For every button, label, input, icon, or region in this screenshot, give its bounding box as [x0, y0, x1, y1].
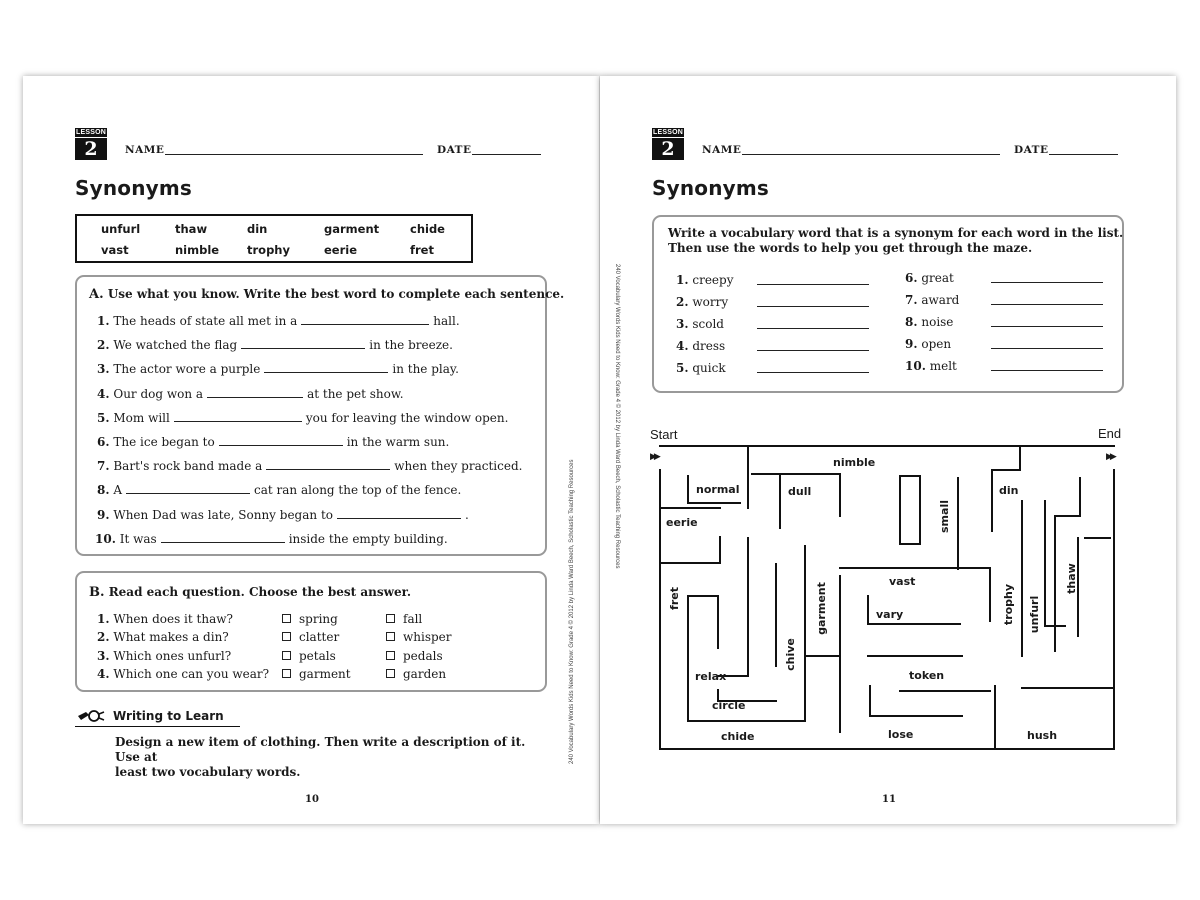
answer-option-label: pedals	[403, 648, 443, 663]
sentence-item	[97, 314, 460, 328]
answer-option[interactable]	[282, 649, 336, 663]
copyright-credit: 240 Vocabulary Words Kids Need to Know: Grade 4 © 2012 by Linda Ward Beech, Scholastic Teaching Resources	[569, 459, 575, 764]
name-label: NAME	[125, 144, 165, 156]
section-a-instruction: Use what you know. Write the best word to complete each sentence.	[107, 287, 565, 301]
sentence-item	[97, 508, 469, 522]
answer-option[interactable]	[282, 612, 338, 626]
section-a-heading	[89, 287, 564, 302]
section-a-letter: A.	[89, 287, 104, 302]
question-item	[97, 612, 233, 626]
sentence-text-after: inside the empty building.	[288, 531, 448, 546]
maze-word-normal: normal	[696, 483, 740, 496]
synonym-word: dress	[692, 339, 726, 354]
synonym-number: 5.	[676, 361, 689, 376]
synonym-number: 4.	[676, 339, 689, 354]
answer-blank[interactable]	[337, 508, 461, 519]
word-bank-word: vast	[101, 243, 129, 257]
answer-blank[interactable]	[174, 411, 302, 422]
page-title: Synonyms	[652, 176, 770, 200]
synonym-word: open	[921, 337, 952, 352]
instruction-line: Then use the words to help you get through the maze.	[668, 241, 1033, 255]
name-label: NAME	[702, 144, 742, 156]
answer-option-label: petals	[299, 648, 336, 663]
answer-blank[interactable]	[161, 532, 285, 543]
section-b-heading	[89, 585, 411, 600]
lesson-number: 2	[84, 138, 98, 160]
maze-word-dull: dull	[788, 485, 812, 498]
answer-option-label: spring	[299, 612, 338, 626]
checkbox-icon[interactable]	[386, 614, 395, 623]
synonym-number: 9.	[905, 337, 918, 352]
synonym-word: award	[921, 293, 960, 308]
question-text: Which one can you wear?	[113, 666, 270, 681]
checkbox-icon[interactable]	[386, 632, 395, 641]
maze-word-unfurl: unfurl	[1028, 595, 1042, 634]
sentence-text-before: It was	[119, 531, 157, 546]
answer-blank[interactable]	[219, 435, 343, 446]
checkbox-icon[interactable]	[282, 614, 291, 623]
lesson-word: LESSON	[653, 129, 683, 136]
lesson-badge	[75, 128, 107, 160]
maze-word-vary: vary	[876, 608, 904, 621]
sentence-number: 6.	[97, 435, 110, 449]
word-bank-word: nimble	[175, 243, 220, 257]
instruction-line: Write a vocabulary word that is a synonym for each word in the list.	[668, 226, 1124, 240]
end-arrow-icon: ▶▶	[1106, 452, 1114, 462]
maze-word-token: token	[909, 669, 945, 682]
word-bank-word: fret	[410, 243, 434, 257]
writing-prompt-line: Design a new item of clothing. Then write a description of it. Use at	[115, 735, 526, 764]
sentence-item	[97, 435, 449, 449]
question-number: 2.	[97, 630, 110, 645]
sentence-number: 8.	[97, 483, 110, 498]
date-label: DATE	[437, 144, 472, 156]
question-number: 3.	[97, 648, 110, 663]
answer-blank[interactable]	[241, 338, 365, 349]
sentence-text-after: at the pet show.	[307, 386, 404, 401]
maze-word-thaw: thaw	[1064, 563, 1078, 594]
question-number: 4.	[97, 666, 110, 681]
sentence-text-after: hall.	[433, 314, 460, 328]
synonym-number: 7.	[905, 293, 918, 308]
synonym-word: creepy	[692, 273, 734, 287]
sentence-text-after: cat ran along the top of the fence.	[254, 483, 462, 498]
maze-word-circle: circle	[712, 699, 746, 712]
answer-option[interactable]	[386, 649, 443, 663]
maze-word-lose: lose	[888, 728, 914, 741]
sentence-number: 2.	[97, 338, 110, 353]
sentence-text-before: When Dad was late, Sonny began to	[113, 507, 333, 522]
writing-to-learn-header	[75, 708, 240, 727]
answer-option-label: garment	[299, 666, 351, 681]
answer-option[interactable]	[282, 667, 351, 681]
maze-word-din: din	[999, 484, 1019, 497]
name-line	[165, 154, 423, 155]
word-bank	[75, 214, 473, 263]
date-line	[472, 154, 541, 155]
maze-word-garment: garment	[814, 582, 828, 635]
sentence-text-before: The actor wore a purple	[113, 362, 261, 377]
word-bank-word: garment	[324, 222, 380, 236]
sentence-item	[97, 338, 453, 352]
sentence-text-before: The heads of state all met in a	[113, 314, 298, 328]
section-b-instruction: Read each question. Choose the best answer.	[108, 585, 412, 599]
sentence-text-after: in the warm sun.	[346, 435, 450, 449]
answer-option[interactable]	[282, 630, 339, 644]
maze-walls	[600, 76, 1176, 824]
answer-option-label: clatter	[299, 630, 340, 645]
answer-option[interactable]	[386, 630, 452, 644]
question-item	[97, 667, 269, 681]
maze-word-chive: chive	[783, 638, 797, 671]
page-number: 11	[882, 794, 896, 805]
sentence-number: 7.	[97, 459, 110, 474]
synonym-word: worry	[692, 295, 729, 310]
answer-blank[interactable]	[264, 362, 388, 373]
question-text: When does it thaw?	[113, 612, 233, 626]
answer-blank[interactable]	[266, 459, 390, 470]
copyright-credit: 240 Vocabulary Words Kids Need to Know: Grade 4 © 2012 by Linda Ward Beech, Scholastic Teaching Resources	[614, 264, 620, 569]
synonym-word: noise	[921, 315, 954, 330]
sentence-item	[97, 459, 522, 473]
start-arrow-icon: ▶▶	[650, 452, 658, 462]
checkbox-icon[interactable]	[282, 651, 291, 660]
sentence-item	[97, 362, 459, 376]
maze-word-trophy: trophy	[1002, 583, 1016, 626]
synonym-word: great	[921, 271, 954, 285]
maze-end-label: End	[1098, 426, 1122, 441]
answer-option[interactable]	[386, 667, 446, 681]
word-bank-word: thaw	[175, 222, 208, 236]
synonym-word: quick	[692, 361, 726, 376]
synonym-number: 2.	[676, 295, 689, 310]
sentence-item	[97, 411, 508, 425]
question-number: 1.	[97, 612, 110, 626]
checkbox-icon[interactable]	[282, 632, 291, 641]
sentence-text-after: in the play.	[392, 362, 459, 377]
synonym-number: 6.	[905, 271, 918, 285]
answer-blank[interactable]	[126, 483, 250, 494]
sentence-text-after: .	[465, 507, 469, 522]
maze-start-label: Start	[650, 427, 678, 442]
maze-word-chide: chide	[721, 730, 755, 743]
pencil-lightbulb-icon	[77, 709, 105, 723]
checkbox-icon[interactable]	[282, 669, 291, 678]
answer-option-label: garden	[403, 666, 447, 681]
question-text: What makes a din?	[113, 630, 229, 645]
section-b-letter: B.	[89, 585, 105, 600]
page-number: 10	[305, 794, 319, 805]
question-item	[97, 649, 231, 663]
answer-option-label: fall	[403, 612, 423, 626]
writing-prompt	[115, 735, 545, 780]
maze-word-relax: relax	[695, 670, 727, 683]
synonym-number: 3.	[676, 317, 689, 332]
right-page	[600, 76, 1176, 824]
sentence-text-before: Bart's rock band made a	[113, 459, 263, 474]
sentence-text-before: Our dog won a	[113, 386, 204, 401]
word-bank-word: chide	[410, 222, 445, 236]
answer-option-label: whisper	[403, 630, 452, 645]
sentence-number: 3.	[97, 362, 110, 377]
answer-blank[interactable]	[207, 387, 303, 398]
question-item	[97, 630, 229, 644]
synonym-number: 8.	[905, 315, 918, 330]
maze-word-fret: fret	[667, 587, 681, 610]
sentence-number: 4.	[97, 386, 110, 401]
answer-option[interactable]	[386, 612, 422, 626]
sentence-number: 9.	[97, 507, 110, 522]
answer-blank[interactable]	[301, 314, 429, 325]
sentence-text-before: Mom will	[113, 410, 170, 425]
lesson-number: 2	[661, 138, 675, 160]
word-bank-word: unfurl	[101, 222, 141, 236]
sentence-number: 10.	[95, 531, 116, 546]
word-bank-word: din	[247, 222, 268, 236]
writing-prompt-line: least two vocabulary words.	[115, 765, 301, 779]
synonym-word: melt	[929, 359, 957, 374]
sentence-number: 5.	[97, 410, 110, 425]
date-label: DATE	[1014, 144, 1049, 156]
lesson-word: LESSON	[76, 129, 106, 136]
word-bank-word: trophy	[247, 243, 290, 257]
synonym-word: scold	[692, 317, 724, 332]
maze-word-hush: hush	[1027, 729, 1058, 742]
sentence-text-after: in the breeze.	[369, 338, 453, 353]
sentence-text-after: when they practiced.	[394, 459, 523, 474]
sentence-text-before: The ice began to	[113, 435, 215, 449]
page-title: Synonyms	[75, 176, 193, 200]
synonym-number: 10.	[905, 359, 926, 374]
left-page	[23, 76, 599, 824]
maze-word-eerie: eerie	[666, 516, 698, 529]
sentence-text-before: A	[113, 483, 123, 498]
maze-word-small: small	[937, 500, 951, 533]
checkbox-icon[interactable]	[386, 669, 395, 678]
maze-word-nimble: nimble	[833, 456, 876, 469]
synonym-number: 1.	[676, 273, 689, 287]
sentence-text-before: We watched the flag	[113, 338, 238, 353]
maze-word-vast: vast	[889, 575, 916, 588]
sentence-text-after: you for leaving the window open.	[305, 410, 509, 425]
sentence-item	[97, 387, 404, 401]
sentence-number: 1.	[97, 314, 110, 328]
sentence-item	[95, 532, 448, 546]
writing-to-learn-label: Writing to Learn	[113, 709, 224, 723]
word-bank-word: eerie	[324, 243, 358, 257]
checkbox-icon[interactable]	[386, 651, 395, 660]
sentence-item	[97, 483, 461, 497]
question-text: Which ones unfurl?	[113, 648, 232, 663]
